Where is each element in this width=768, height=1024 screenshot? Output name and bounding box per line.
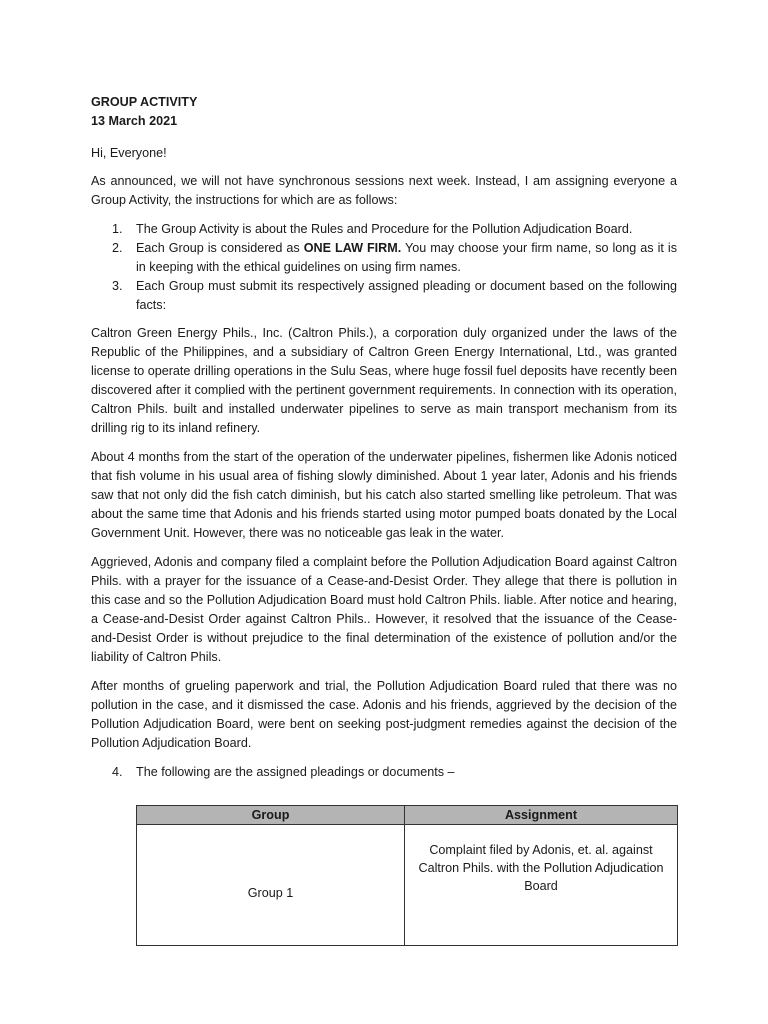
column-header-assignment: Assignment	[405, 806, 678, 825]
group-cell: Group 1	[137, 825, 405, 946]
list-item	[91, 277, 677, 315]
list-number: 4.	[112, 765, 123, 779]
facts-paragraph: Caltron Green Energy Phils., Inc. (Caltron Phils.), a corporation duly organized under the laws of the Republic of the Philippines, and a subsidiary of Caltron Green Energy International, Ltd., was granted license to operate drilling operations in the Sulu Seas, where huge fossil fuel deposits have recently been discovered after it complied with the pertinent government requirements. In connection with its operation, Caltron Phils. built and installed underwater pipelines to serve as main transport mechanism from its drilling rig to its inland refinery.	[91, 326, 677, 435]
list-number: 3.	[112, 279, 123, 293]
list-text: The Group Activity is about the Rules and Procedure for the Pollution Adjudication Board.	[136, 222, 633, 236]
table-row	[137, 825, 678, 946]
assignment-table	[136, 805, 678, 946]
intro-paragraph: As announced, we will not have synchronous sessions next week. Instead, I am assigning everyone a Group Activity, the instructions for which are as follows:	[91, 174, 677, 207]
document-title: GROUP ACTIVITY	[91, 95, 198, 109]
facts-paragraph: About 4 months from the start of the operation of the underwater pipelines, fishermen like Adonis noticed that fish volume in his usual area of fishing slowly diminished. About 1 year later, Adonis and his friends saw that not only did the fish catch diminish, but his catch also started smelling like petroleum. That was about the same time that Adonis and his friends started using motor pumped boats donated by the Local Government Unit. However, there was no noticeable gas leak in the water.	[91, 450, 677, 540]
list-number: 1.	[112, 222, 123, 236]
column-header-group: Group	[137, 806, 405, 825]
list-item	[91, 220, 677, 239]
document-date: 13 March 2021	[91, 114, 178, 128]
list-text-after: You may choose your firm name, so long as it is in keeping with the ethical guidelines on using firm names.	[136, 241, 677, 274]
greeting: Hi, Everyone!	[91, 146, 167, 160]
instruction-list	[91, 220, 677, 315]
list-item	[91, 763, 677, 782]
assignment-cell: Complaint filed by Adonis, et. al. against Caltron Phils. with the Pollution Adjudication Board	[405, 825, 678, 946]
list-number: 2.	[112, 241, 123, 255]
facts-paragraph: After months of grueling paperwork and trial, the Pollution Adjudication Board ruled that there was no pollution in the case, and it dismissed the case. Adonis and his friends, aggrieved by the decision of the Pollution Adjudication Board, were bent on seeking post-judgment remedies against the decision of the Pollution Adjudication Board.	[91, 679, 677, 750]
document-page	[91, 93, 677, 782]
list-text-before: Each Group is considered as	[136, 241, 304, 255]
list-text: The following are the assigned pleadings or documents –	[136, 765, 455, 779]
list-text-bold: ONE LAW FIRM.	[303, 241, 402, 255]
list-item	[91, 239, 677, 277]
table-header-row	[137, 806, 678, 825]
facts-paragraph: Aggrieved, Adonis and company filed a complaint before the Pollution Adjudication Board against Caltron Phils. with a prayer for the issuance of a Cease-and-Desist Order. They allege that there is pollution in this case and so the Pollution Adjudication Board must hold Caltron Phils. liable. After notice and hearing, a Cease-and-Desist Order against Caltron Phils.. However, it resolved that the issuance of the Cease-and-Desist Order is without prejudice to the final determination of the existence of pollution and/or the liability of Caltron Phils.	[91, 555, 677, 664]
list-text: Each Group must submit its respectively assigned pleading or document based on the following facts:	[136, 279, 677, 312]
